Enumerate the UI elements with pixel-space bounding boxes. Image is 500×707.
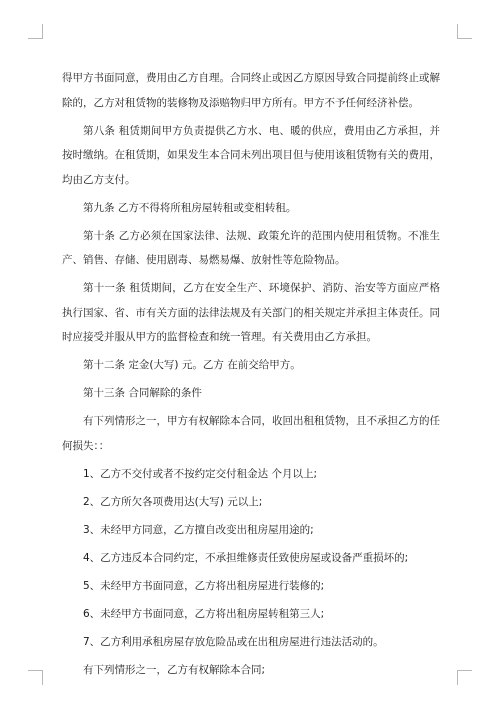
- list-item: 2、乙方所欠各项费用达(大写) 元以上;: [83, 495, 263, 508]
- article-9: 第九条 乙方不得将所租房屋转租或变相转租。: [83, 201, 297, 214]
- list-item: 5、未经甲方书面同意，乙方将出租房屋进行装修的;: [83, 579, 325, 592]
- crop-mark-top-right: [457, 24, 472, 39]
- list-item: 3、未经甲方同意，乙方擅自改变出租房屋用途的;: [83, 523, 314, 536]
- crop-mark-bottom-left: [28, 670, 43, 685]
- landlord-termination-intro: 有下列情形之一，甲方有权解除本合同，收回出租租赁物，且不承担乙方的任何损失：：: [62, 415, 440, 452]
- article-11: 第十一条 租赁期间，乙方在安全生产、环境保护、消防、治安等方面应严格执行国家、省、市有关方面的法律法规及有关部门的相关规定并承担主体责任。同时应接受并服从甲方的监督检查和统一管理。有关费用由乙方承担。: [62, 282, 440, 343]
- crop-mark-top-left: [28, 24, 43, 39]
- crop-mark-bottom-right: [457, 670, 472, 685]
- document-body: [62, 66, 440, 686]
- list-item: 4、乙方违反本合同约定，不承担维修责任致使房屋或设备严重损坏的;: [83, 551, 409, 564]
- list-item: 1、乙方不交付或者不按约定交付租金达 个月以上;: [83, 467, 318, 480]
- tenant-termination-intro: 有下列情形之一，乙方有权解除本合同;: [83, 663, 266, 676]
- article-13-heading: 第十三条 合同解除的条件: [83, 387, 202, 399]
- list-item: 6、未经甲方书面同意，乙方将出租房屋转租第三人;: [83, 607, 325, 620]
- article-8: 第八条 租赁期间甲方负责提供乙方水、电、暖的供应，费用由乙方承担，并按时缴纳。在租赁期，如果发生本合同未列出项目但与使用该租赁物有关的费用，均由乙方支付。: [62, 124, 440, 186]
- article-12: 第十二条 定金(大写) 元。乙方 在前交给甲方。: [83, 359, 301, 371]
- paragraph-continuation: 得甲方书面同意，费用由乙方自理。合同终止或因乙方原因导致合同提前终止或解除的，乙方对租赁物的装修物及添赔物归甲方所有。甲方不予任何经济补偿。: [62, 72, 440, 109]
- article-10: 第十条 乙方必须在国家法律、法规、政策允许的范围内使用租赁物。不准生产、销售、存储、使用剧毒、易燃易爆、放射性等危险物品。: [62, 229, 440, 266]
- list-item: 7、乙方利用承租房屋存放危险品或在出租房屋进行违法活动的。: [83, 635, 384, 648]
